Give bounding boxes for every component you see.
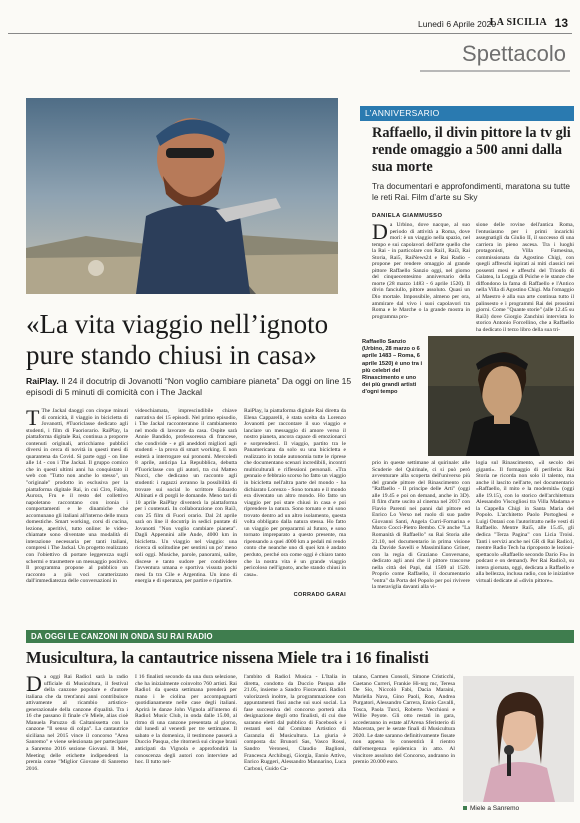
miele-headline: Musicultura, la cantautrice nissena Miele tra i 16 finalisti <box>26 648 429 667</box>
raffaello-text-4: logia sul Rinascimento, «il secolo dei giganti». Il formaggio di periferia: Rai Storia ne ricorda non solo il talento, ma anche il lascito nell'arte, nel documentario «Raffaello, il mito e la modernità» (oggi alle 19.15), con lo storico dell'architettura Alessandro Viscogliosi tra Villa Madama e la Cappella Chigi in Santa Maria del Popolo. L'architetto Paolo Portoghesi e Luigi Ontani con l'autoritratto nelle vesti di Raffaello. Mentre Rai5, alle 15.45, gli dedica "Terza Pagina" con Licia Troisi. Tanti i servizi anche nei GR di Rai Radio1, mentre Radio Tech ha riproposto le lezioni-spettacolo «Raffaello secondo Dario Fo» in podcast e on demand). Per Rai Radio3, su intera giornata, oggi, dedicata a Raffaello e alla bellezza, inclusa radio, con le iniziative virtuali dedicate al «divin pittore». <box>476 460 574 584</box>
miele-column-4 <box>353 674 455 816</box>
jovanotti-dropcap: T <box>26 405 40 430</box>
raffaello-column-1 <box>372 219 470 329</box>
raffaello-section-bar <box>360 106 574 121</box>
jovanotti-photo <box>26 98 338 294</box>
jovanotti-byline: CORRADO GARAI <box>293 592 346 598</box>
page-number: 13 <box>554 16 568 30</box>
section-title: Spettacolo <box>462 41 566 66</box>
page-header <box>0 16 580 32</box>
page-date: Lunedì 6 Aprile 2020 <box>418 19 496 29</box>
raffaello-column-2 <box>476 222 574 333</box>
miele-text-3: l'ambito di Radio1 Musica - L'Italia in diretta, condotto da Duccio Pasqua alle 21.05, insieme a Sandro Fioravanti. Radio1 valorizzerà inoltre, la programmazione con appuntamenti fissi anche sui suoi social. La fase successiva del concorso porterà alla designazione degli otto finalisti, di cui due saranno eletti dal pubblico di Facebook e i restanti sei dal Comitato Artistico di Garanzia di Musicultura. La giuria è composta da: Brunori Sas, Vasco Rossi, Sandro Veronesi, Claudio Baglioni, Francesca Archibugi, Giorgia, Ennio Attivo, Enrico Ruggeri, Alessandro Mannarino, Luca Carboni, Guido Ca- <box>244 674 346 772</box>
raffaello-byline: DANIELA GIAMMUSSO <box>372 213 443 219</box>
miele-text-2: I 16 finalisti secondo da una dura selezione, che ha inizialmente coinvolto 760 artisti. Rai Radio1 da questa settimana prenderà per mano i le ciolina per accompagnarti quotidianamente nelle case degli italiani. Aprirà le danze John Vignola all'interno di Radio1 Music Club, in onda dalle 15.00, al ritmo di una canzone presentata al giorno, dal lunedì al venerdì per tre settimane. Il sabato e la domenica, il testimone passerà a Duccio Pasqua, che ritornerà sui cinque brani anticipati da Vignola e approfondirà la conoscenza degli autori con interviste ad hoc. Il tutto nel- <box>135 674 237 766</box>
raffaello-column-3 <box>372 460 470 624</box>
raffaello-text-3: prio in queste settimane al quirinale: alle Scuderie del Quirinale, ci si può però avventurare alla scoperta dell'universo più del grande pittore del Rinascimento con "Raffaello - Il principe delle Arti" (oggi alle 19.45 e poi on demand, anche in 3D). Il film d'arte uscito al cinema nel 2017 con Flavio Parenti nei panni dal pittore ed Enrico Lo Verso nel ruolo di suo padre Giovanni Santi, Angela Curri-Fornarina e Marco Cocci-Pietro Bembo. C'è anche "La Romanità di Raffaello" su Rai Storia alle 21.10, nel documentario in prima visione da Davide Savelli e Massimiliano Griner, con la regia di Graziano Conversano, dedicato agli anni che il pittore trascorse nella città dei Papi, dal 1509 al 1520. Proprio come Raffaello, il documentario "entra" da Porta del Popolo per poi rivivere la meraviglia davanti alla vi- <box>372 460 470 591</box>
jovanotti-text-2: videochiamata, imprescindibile chiave narrativa dei 15 episodi. Nel primo episodio, i The Jackal racconteranno il cambiamento nel modo di lavorare da casa. Ospite sarà Annie Bandido, professoressa di francese, che condivide - e gli aneddoti migliori agli studenti - la prova di smart working. E non esiterà a interrogare sui pronomi. Mercoledì 8 aprile, anticipa La Repubblica, debutta #Tuoriclasse con gli autori, tra cui Matteo Nucci, che dedicano un racconto agli studenti: i ragazzi avranno la possibilità di trovare sui social lo scrittore Edoardo Albinati e di porgli le domande. Meno tari di 10 aprile RaiPlay diventerà la piattaforma per i contenuti. In collaborazione con Rai3, con 25 film di Fuori orario. Dal 24 aprile sarà on line il docutrip in sedici puntate di Jovanotti "Non voglio cambiare pianeta". Dagli Appennini alle Ande, 4000 km in bicicletta. Un viaggio nel viaggio: una ricerca di solitudine per sentirsi un po' meno soli oggi. Musiche, parole, panorami, salite, discese e tanto sudore per condividere l'avventura umana e sportiva vissuta pochi mesi fa tra Cile e Argentina. Un inno di energia e di speranza, per partire e ripartire. <box>135 408 237 585</box>
miele-photo <box>463 676 574 802</box>
raffaello-dropcap: D <box>372 219 388 244</box>
subhead-label: RaiPlay. <box>26 376 59 386</box>
jovanotti-text-1: The Jackal daoggi con cinque minuti di comicità, il viaggio in bicicletta di Jovanotti, #Tuoriclasse dedicato agli studenti, i film di Fuoriorario. RaiPlay, la piattaforma digitale Rai, continua a proporre contenuti originali, arricchiamo pubblici diversi in cerca di novità in questi mesi di quarantena da Covid. Si parte oggi - on line alle 14 - con i The Jackal. Il gruppo comico che in questi ultimi anni ha conquistato il web con "Tutto non anche lo stesso", un "originale" prodotto in esclusiva per la piattaforma digitale Rai, in cui Ciro, Fabio, Aurora, Fru e il resto del collettivo napoletano raccontano con ironia i comportamenti e le dinamiche che accomunano gli italiani all'interno delle mura domestiche. Smart working, corsi di cucina, lezione, aperitivi, tutto online: le video-chiamate sono diventate una modalità di interazione necessaria per tanti italiani, compresi i The Jackal. Un progetto realizzato con l'obiettivo di portare leggerezza sugli schermi e trasmettere un messaggio positivo. Il programma propone al pubblico un racconto a più voci caratterizzato dall'immediatezza delle conversazioni in <box>26 408 128 585</box>
raffaello-section-label: L’ANNIVERSARIO <box>365 108 440 118</box>
raffaello-text-1: a Urbino, dove nacque, al suo periodo di attività a Roma, dove morì: è un viaggio nella spazio, nel tempo e sui capolavori dell'arte quello che la Rai - in particolare con Rai1, Rai3, Rai Storia, Rai5, RaiNews24 e Rai Radio - propone per rendere omaggio al grande pittore Raffaello Sanzio oggi, nel giorno del cinquecentesimo anniversario della morte (28 marzo 1483 - 6 aprile 1520). Il divin fanciullo, pittore assoluto. Quasi un Dio mortale. Impossibile, almeno per ora, ammirare dal vivo i suoi capolavori tra Roma e le Marche o la grande mostra in programma pro- <box>372 222 470 320</box>
miele-text-4: talano, Carmen Consoli, Simone Cristicchi, Gaetano Curreri, Frankie Hi-nrg mc, Teresa De Sio, Niccolò Fabi, Dacia Maraini, Mariella Nava, Gino Paoli, Ron, Andrea Purgatori, Alessandro Carrera, Ennio Cavalli, Tosca, Paola Turci, Roberto Vecchioni e Willie Peyote. Gli otto restati in gara, accederanno in estate all'Arena Sferisterio di Macerata, per le serate finali di Musicultura 2020. Le date saranno definitivamente fissate non appena lo consentirà il rientro dall'emergenza epidemica in atto. Al vincitore assoluto del Concorso, andranno in premio 20.000 euro. <box>353 674 455 766</box>
newspaper-name: LA SICILIA <box>489 17 547 28</box>
jovanotti-text-3: RaiPlay, la piattaforma digitale Rai diretta da Elena Capparelli, è stata scelta da Lorenzo Jovanotti per raccontare il suo viaggio e lanciare un messaggio di amore verso il nostro pianeta, ancora capace di emozionarci e sorprenderci. Il viaggio, partito tra le Panamericana da solo su una bicicletta e realizzato in totale autonomia tutte le riprese che documentano scenari incredibili, incontri multiculturali e riflessioni personali. «Tra gennaio e febbraio scorso ho fatto un viaggio in bicicletta nell'altra parte del mondo - ha dichiarato Lorenzo - Sono tornato e il mondo era diventato un altro mondo. Ho fatto un viaggio per poi stare chiusi in casa e poi riprendere la natura. Sono tornato e mi sono trovato dentro ad un altro isolamento, questa volta obbligato dalla natura stessa. Ho fatto un viaggio per prepararmi al futuro, e sono tornato impreparato a questo presente, ma ripensando a quei 4000 km a pedali mi rendo conto che neanche uno di quei km è andato perduto, perché ora come oggi è chiaro tanto che la nostra vita è un grande viaggio pericoloso nell'ignoto, anche stando chiusi in casa». <box>244 408 346 578</box>
header-rule <box>8 33 572 34</box>
jovanotti-bike-image <box>26 98 338 294</box>
miele-caption <box>463 805 519 812</box>
miele-column-3 <box>244 674 346 816</box>
jovanotti-headline: «La vita viaggio nell’ignoto pure stando chiusi in casa» <box>26 309 329 370</box>
jovanotti-column-2 <box>135 408 237 604</box>
miele-column-2 <box>135 674 237 816</box>
jovanotti-column-3 <box>244 408 346 588</box>
caption-bullet <box>463 806 467 810</box>
raffaello-self-portrait-image <box>428 336 574 456</box>
miele-caption-text: Miele a Sanremo <box>470 805 520 812</box>
subhead-text: Il 24 il docutrip di Jovanotti “Non voglio cambiare pianeta” Da oggi on line 15 episodi di 5 minuti di comicità con i The Jackal <box>26 376 352 397</box>
miele-section-label: DA OGGI LE CANZONI IN ONDA SU RAI RADIO <box>31 632 213 641</box>
raffaello-portrait <box>428 336 574 456</box>
section-rule <box>420 70 570 72</box>
raffaello-caption: Raffaello Sanzio (Urbino, 28 marzo o 6 aprile 1483 – Roma, 6 aprile 1520) è uno tra i più celebri del Rinascimento e uno dei più grandi artisti d'ogni tempo <box>362 339 423 396</box>
raffaello-headline: Raffaello, il divin pittore la tv gli rende omaggio a 500 anni dalla sua morte <box>372 125 571 175</box>
miele-singer-image <box>463 676 574 802</box>
miele-column-1 <box>26 671 128 816</box>
miele-section-bar <box>26 630 574 643</box>
miele-text-1: a oggi Rai Radio1 sarà la radio ufficiale di Musicultura, il festival della canzone popolare e d'autore italiana che da trent'anni anni contribuisce attivamente al ricambio artistico-generazionale della canzone d'qualità. Tra i 16 che passano il finale c'è Miele, alias cioè Manuela Paruzzo di Caltanissetta con la canzone "Il senso di colpa". La cantautrice siciliana nel 2015 vince il concorso "Area Sanremo" e viene selezionata per partecipare a Sanremo 2016 sezione Giovani. Il Mei, Meeting delle etichette indipendenti la premia come "Miglior Giovane di Sanremo 2016. <box>26 674 128 772</box>
jovanotti-column-1 <box>26 405 128 604</box>
miele-dropcap: D <box>26 671 42 696</box>
jovanotti-subhead <box>26 376 356 398</box>
raffaello-column-4 <box>476 460 574 624</box>
raffaello-subhead: Tra documentari e approfondimenti, maratona su tutte le reti Rai. Film d’arte su Sky <box>372 181 571 202</box>
raffaello-text-2: sione delle rovine dell'antica Roma, l'entusiasmo per i primi incarichi assegnatigli da Giulio II, il successo di una carriera in pieno ascesa. Tra i luoghi protagonisti, Villa Farnesina, commissionata da Agostino Chigi, con quegli affreschi ispirati ai miti classici nei possenti mesi e affeschi del Trionfo di Galatea, la Loggia di Psiche e le stanze che diffondono la fama di Raffaello e l'Antico nella Villa di Agostino Chigi. Ma l'omaggio al Maestro è alla sua arte continua tutto il palinsesto e i programmi Rai dei prossimi giorni. Come "Quante storie" (alle 12.45 su Rai3) dove Giorgio Zanchini intervista lo storico Antonio Forcellino, che a Raffaello ha dedicato il terzo libro della sua tri- <box>476 222 574 333</box>
